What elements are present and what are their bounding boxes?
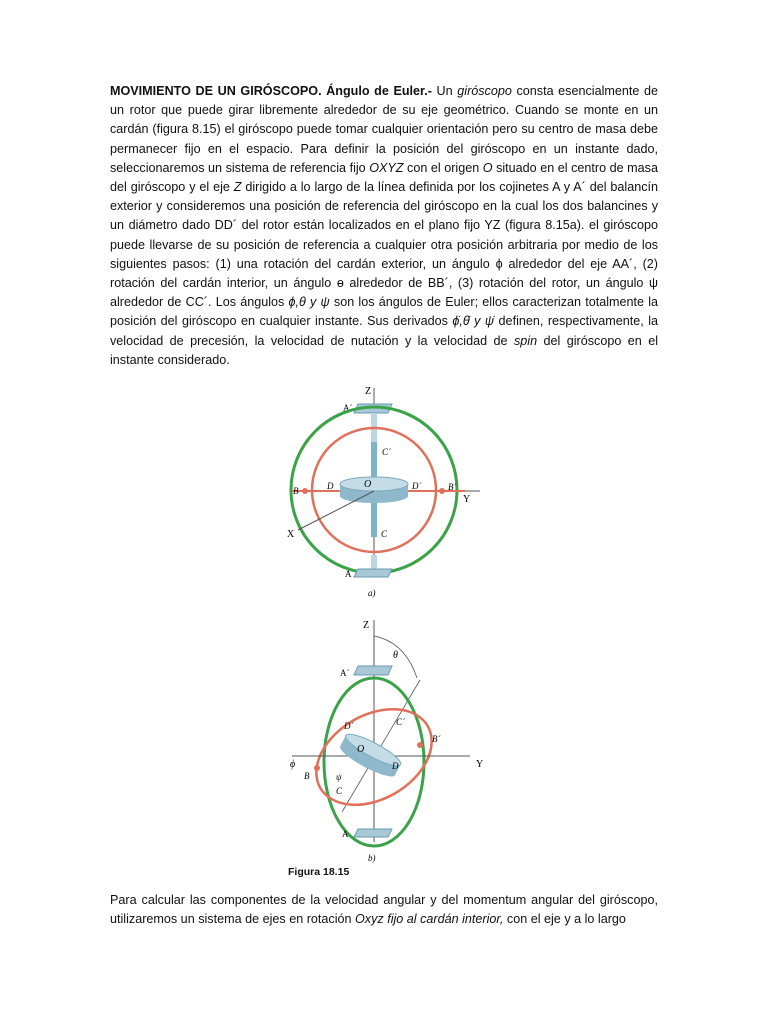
label-d-prime: D´ [344,721,354,731]
text-run: son los ángulos de Euler; ellos caracterizan totalmente la posición del giróscopo en cualquier instante. Sus derivados [110,295,658,329]
bearing-a [354,829,392,837]
subfigure-label-a: a) [368,588,376,598]
label-x: X [287,529,295,540]
text-run: Un [431,84,458,98]
text-run: consta esencialmente de un rotor que puede girar libremente alrededor de su eje geométrico. Cuando se monte en un cardán (figura 8.15) el giróscopo puede tomar cualquier orientación pero su centro de masa debe permanecer fijo en el espacio. Para definir la posición del giróscopo en un instante dado, seleccionaremos un sistema de referencia fijo [110,84,658,175]
text-run-italic: Oxyz fijo al cardán interior, [355,912,504,927]
pivot-b-prime [417,742,423,748]
shaft-bottom [371,555,377,569]
text-run-italic: OXYZ [369,160,404,175]
label-z: Z [363,620,370,631]
label-b-prime: B´ [448,482,457,492]
text-run-italic: giróscopo [457,84,512,98]
label-theta: θ [393,650,398,661]
text-run-italic: Z [233,180,242,195]
section-title: MOVIMIENTO DE UN GIRÓSCOPO. Ángulo de Euler.- [110,84,432,98]
text-run-italic: spin [513,333,538,348]
label-d: D [327,481,334,491]
euler-derivatives: ϕ̇,θ̇ y ψ̇ [452,314,495,329]
bearing-a [354,569,392,577]
x-axis [298,491,374,530]
label-a: A [345,569,352,579]
pivot-b [314,765,320,771]
rotor-top [340,477,408,491]
figure-b-gyroscope [270,612,500,867]
label-o: O [364,479,372,490]
label-c-prime: C´ [396,717,405,727]
text-run: Para calcular las componentes de la velocidad angular y del momentum angular del giróscopo, utilizaremos un sistema de ejes en rotación [110,893,658,927]
label-z: Z [365,386,372,397]
label-y: Y [463,494,471,505]
label-psi: ψ [336,772,342,782]
text-run: con el origen [403,160,483,175]
label-o: O [357,744,365,755]
text-run-italic: O [482,160,493,175]
label-b: B [293,486,299,496]
text-run: con el eje y a lo largo [503,912,626,927]
label-a-prime: A´ [343,403,353,413]
label-a: A [342,829,349,839]
bearing-a-prime [354,666,392,675]
label-phi: ϕ [290,759,296,770]
label-d-prime: D´ [412,481,422,491]
euler-angles: ϕ,θ y ψ [288,295,330,310]
figure-caption: Figura 18.15 [288,866,350,878]
label-c: C [381,529,388,539]
pivot-b-prime [439,488,445,494]
rotor [337,729,404,781]
label-d: D [392,761,399,771]
label-c-prime: C´ [382,447,391,457]
body-paragraph-2 [110,891,658,929]
subfigure-label-b: b) [368,853,376,863]
label-b-prime: B´ [432,734,441,744]
label-c: C [336,786,343,796]
figure-a-gyroscope [270,380,500,605]
text-run: situado en el centro de masa del giróscopo y el eje [110,160,658,195]
text-run: del giróscopo en el instante considerado. [110,333,659,367]
body-paragraph-1 [110,82,658,370]
label-b: B [304,771,310,781]
label-y: Y [476,759,484,770]
pivot-b [302,488,308,494]
text-run: dirigido a lo largo de la línea definida por los cojinetes A y A´ del balancín exterior y consideremos una posición de referencia del giróscopo en la cual los dos balancines y un diámetro dado DD´ del rotor están localizados en el plano fijo YZ (figura 8.15a). el giróscopo puede llevarse de su posición de referencia a cualquier otra posición arbitraria por medio de los siguientes pasos: (1) una rotación del cardán exterior, un ángulo ϕ alrededor del eje AA´, (2) rotación del cardán interior, un ángulo ɵ alrededor de BB´, (3) rotación del rotor, un ángulo ψ alrededor de CC´. Los ángulos [110,180,659,310]
text-run: definen, respectivamente, la velocidad de precesión, la velocidad de nutación y la velocidad de [110,314,659,348]
label-a-prime: A´ [340,668,350,678]
